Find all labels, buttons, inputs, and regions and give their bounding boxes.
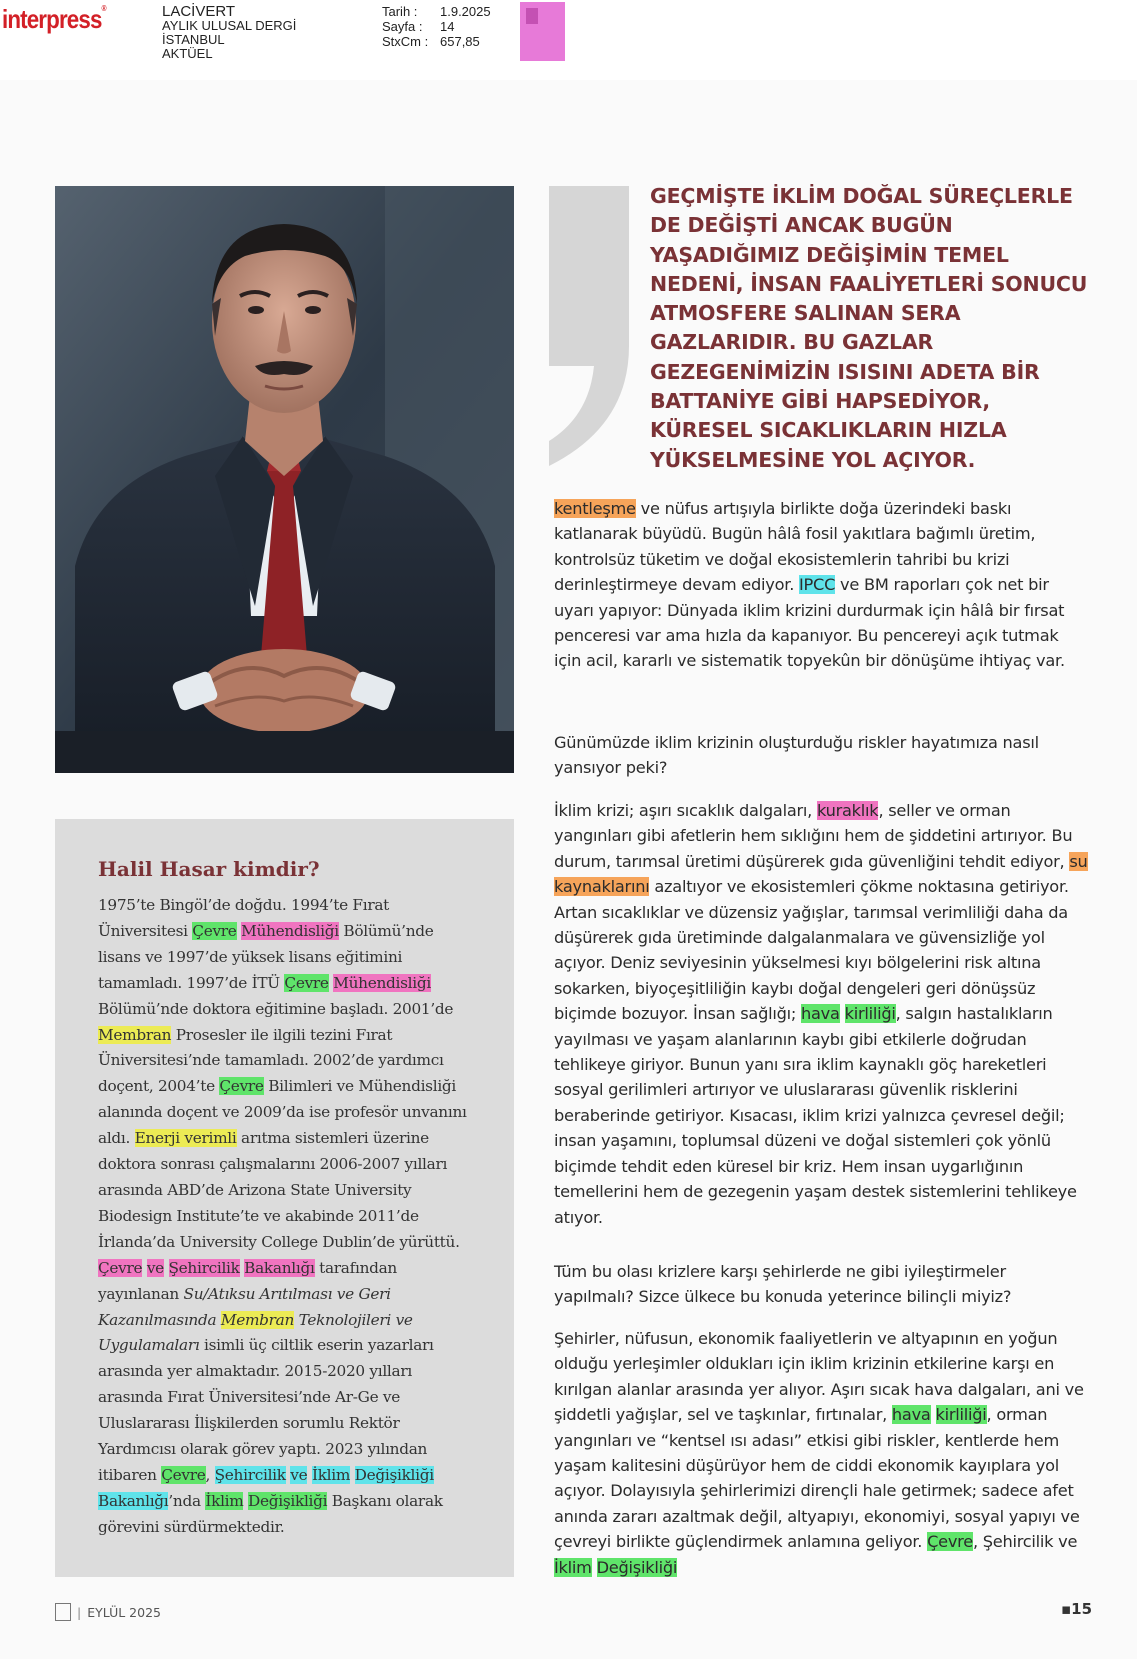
issue-label: EYLÜL 2025 xyxy=(87,1604,161,1620)
bio-text-run xyxy=(350,1466,355,1484)
bio-highlight: İklim xyxy=(311,1465,351,1484)
highlight-hava-2: hava xyxy=(891,1405,931,1425)
quote-mark-icon xyxy=(549,186,629,466)
highlight-kentlesme: kentleşme xyxy=(554,499,636,518)
bio-box xyxy=(55,819,514,1577)
publication-info xyxy=(162,5,296,61)
bio-highlight: Enerji verimli xyxy=(134,1129,237,1148)
meta-page: Sayfa : 14 xyxy=(382,19,455,34)
article-paragraph-2: İklim krizi; aşırı sıcaklık dalgaları, kuraklık, seller ve orman yangınları gibi afetlerin hem sıklığını hem de şiddetini artırıyor. Bu durum, tarımsal üretimi düşürerek gıda güvenliğini tehdit ediyor, su kaynaklarını azaltıyor ve ekosistemleri çökme noktasına getiriyor. Artan sıcaklıklar ve düzensiz yağışlar, tarımsal verimliliği daha da düşürerek gıda üretiminde dalgalanmalara ve güvensizliğe yol açıyor. Deniz seviyesinin yükselmesi kıyı bölgelerini risk altına sokarken, biyoçeşitliliğin kaybı doğal dengeleri geri dönüşsüz biçimde bozuyor. İnsan sağlığı; hava kirliliği, salgın hastalıkların yayılması ve yaşam alanlarının kaybı gibi etkilerle doğrudan tehlikeye giriyor. Bunun yanı sıra iklim kaynaklı göç hareketleri sosyal gerilimleri artırıyor ve uluslararası güvenlik risklerini beraberinde getiriyor. Kısacası, iklim krizi yalnızca çevresel değil; insan yaşamını, toplumsal düzeni ve doğal sistemleri çok yönlü biçimde tehdit eden küresel bir kriz. Hem insan uygarlığının temellerini hem de gezegenin yaşam destek sistemlerini tehlikeye atıyor. xyxy=(554,801,1088,1227)
bio-text-run: Bölümü’nde doktora eğitimine başladı. 2001’de xyxy=(98,999,454,1018)
meta-size: StxCm : 657,85 xyxy=(382,34,480,49)
interview-question-2: Tüm bu olası krizlere karşı şehirlerde ne gibi iyileştirmeler yapılmalı? Sizce ülkece bu konuda yeterince bilinçli miyiz? xyxy=(554,1262,1012,1307)
publication-name: LACİVERT xyxy=(162,3,236,20)
bio-highlight: Şehircilik xyxy=(168,1258,240,1277)
bio-highlight: Çevre xyxy=(219,1077,264,1096)
publication-city: İSTANBUL xyxy=(162,32,225,47)
bio-text-run xyxy=(164,1259,169,1277)
bio-highlight: Bakanlığı xyxy=(98,1491,169,1510)
bio-text-run: isimli üç ciltlik eserin yazarları arasında yer almaktadır. 2015-2020 yılları arasında Fırat Üniversitesi’nde Ar-Ge ve Uluslararası İlişkilerden sorumlu Rektör Yardımcısı olarak görev yaptı. 2023 yılından itibaren xyxy=(98,1336,434,1484)
bio-text-run: Bilimleri ve Mühendisliği alanında doçent ve 2009’da ise profesör unvanını aldı. xyxy=(98,1077,467,1148)
meta-date: Tarih : 1.9.2025 xyxy=(382,4,491,19)
bio-highlight: ve xyxy=(290,1465,308,1484)
bio-highlight: Mühendisliği xyxy=(241,921,339,940)
bio-highlight: Çevre xyxy=(161,1465,206,1484)
clipping-meta xyxy=(382,4,491,49)
bio-highlight: Şehircilik xyxy=(214,1465,286,1484)
clipping-header xyxy=(0,0,1137,80)
highlight-ipcc: IPCC xyxy=(799,575,836,595)
highlight-su: su xyxy=(1069,851,1088,871)
magazine-logo-icon xyxy=(55,1603,71,1621)
article-paragraph-1: kentleşme ve nüfus artışıyla birlikte doğa üzerindeki baskı katlanarak büyüdü. Bugün hâlâ fosil yakıtlara bağımlı üretim, kontrolsüz tüketim ve doğal ekosistemlerin tahribi bu krizi derinleştirmeye devam ediyor. IPCC ve BM raporları çok net bir uyarı yapıyor: Dünyada iklim krizini durdurmak için hâlâ bir fırsat penceresi var ama hızla da kapanıyor. Bu pencereyi açık tutmak için acil, kararlı ve sistematik topyekûn bir dönüşüme ihtiyaç var. xyxy=(554,499,1065,671)
portrait-illustration xyxy=(55,186,514,773)
highlight-kuraklik: kuraklık xyxy=(816,801,879,820)
bio-highlight: Çevre xyxy=(98,1258,143,1277)
bio-text-run: Başkanı olarak görevini sürdürmektedir. xyxy=(98,1491,443,1536)
bio-highlight: Bakanlığı xyxy=(244,1258,315,1277)
bio-title: Halil Hasar kimdir? xyxy=(98,857,320,881)
bio-highlight: İklim xyxy=(205,1491,244,1510)
bio-text xyxy=(98,893,473,1541)
bio-highlight: Çevre xyxy=(284,973,329,992)
publication-category: AKTÜEL xyxy=(162,46,213,61)
bio-text-run: tarafından yayınlanan xyxy=(98,1258,397,1303)
bio-highlight: Mühendisliği xyxy=(333,973,431,992)
bio-highlight: Değişikliği xyxy=(248,1491,328,1510)
highlight-hava: hava xyxy=(800,1004,840,1024)
highlight-kirliligi: kirliliği xyxy=(844,1004,896,1024)
bio-text-run: ’nda xyxy=(168,1491,206,1510)
bio-text-run: Teknolojileri ve Uygulamaları xyxy=(98,1310,413,1355)
bio-highlight: Değişikliği xyxy=(354,1465,434,1484)
article-paragraph-3: Şehirler, nüfusun, ekonomik faaliyetlerin ve altyapının en yoğun olduğu yerleşimler oldukları için iklim krizinin etkilerine karşı en kırılgan alanlar arasında yer alıyor. Aşırı sıcak hava dalgaları, ani ve şiddetli yağışlar, sel ve taşkınlar, fırtınalar, hava kirliliği, orman yangınları ve “kentsel ısı adası” etkisi gibi riskler, kentlerde hem yaşam kalitesini düşürüyor hem de ciddi ekonomik kayıplara yol açıyor. Dolayısıyla şehirlerimizi dirençli hale getirmek; sadece afet anında zararı azaltmak değil, altyapıyı, ekonomiyi, sosyal yapıyı ve çevreyi birlikte güçlendirmek anlamına geliyor. Çevre, Şehircilik ve İklim Değişikliği xyxy=(554,1329,1084,1577)
publication-frequency: AYLIK ULUSAL DERGİ xyxy=(162,18,297,33)
highlight-degisikligi: Değişikliği xyxy=(596,1557,678,1577)
bio-highlight: Çevre xyxy=(192,921,237,940)
highlight-kirliligi-2: kirliliği xyxy=(935,1405,987,1425)
bio-text-run: Prosesler ile ilgili tezini Fırat Üniversitesi’nde tamamladı. 2002’de yardımcı doçent, 2004’te xyxy=(98,1025,444,1096)
portrait-photo xyxy=(55,186,514,773)
bio-highlight: Membran xyxy=(220,1310,295,1329)
bio-highlight: Membran xyxy=(98,1025,172,1044)
page-number: ▪15 xyxy=(1061,1600,1093,1618)
bio-highlight: ve xyxy=(146,1258,164,1277)
page-thumbnail[interactable] xyxy=(520,2,565,61)
pull-quote: GEÇMİŞTE İKLİM DOĞAL SÜREÇLERLE DE DEĞİŞTİ ANCAK BUGÜN YAŞADIĞIMIZ DEĞİŞİMİN TEMEL NEDENİ, İNSAN FAALİYETLERİ SONUCU ATMOSFERE SALINAN SERA GAZLARIDIR. BU GAZLAR GEZEGENİMİZİN ISISINI ADETA BİR BATTANİYE GİBİ HAPSEDİYOR, KÜRESEL SICAKLIKLARIN HIZLA YÜKSELMESİNE YOL AÇIYOR. xyxy=(650,184,1088,472)
page-footer: | EYLÜL 2025 xyxy=(55,1603,161,1621)
bio-text-run: 1975’te Bingöl’de doğdu. 1994’te Fırat Üniversitesi xyxy=(98,896,390,940)
highlight-iklim: İklim xyxy=(554,1557,592,1577)
bio-text-run: Su/Atıksu Arıtılması ve Geri Kazanılmasında xyxy=(98,1284,391,1329)
bio-text-run: Bölümü’nde lisans ve 1997’de yüksek lisans eğitimini tamamladı. 1997’de İTÜ xyxy=(98,921,434,992)
bio-text-run: , xyxy=(205,1465,215,1484)
highlight-cevre: Çevre xyxy=(927,1532,973,1552)
interview-question-1: Günümüzde iklim krizinin oluşturduğu riskler hayatımıza nasıl yansıyor peki? xyxy=(554,733,1039,778)
bio-text-run: arıtma sistemleri üzerine doktora sonrası çalışmalarını 2006-2007 yılları arasında ABD’de Arizona State University Biodesign Institute’te ve akabinde 2011’de İrlanda’da University College Dublin’de yürüttü. xyxy=(98,1129,460,1251)
highlight-kaynaklarini: kaynaklarını xyxy=(554,877,650,897)
interpress-logo: interpress® xyxy=(2,4,106,34)
